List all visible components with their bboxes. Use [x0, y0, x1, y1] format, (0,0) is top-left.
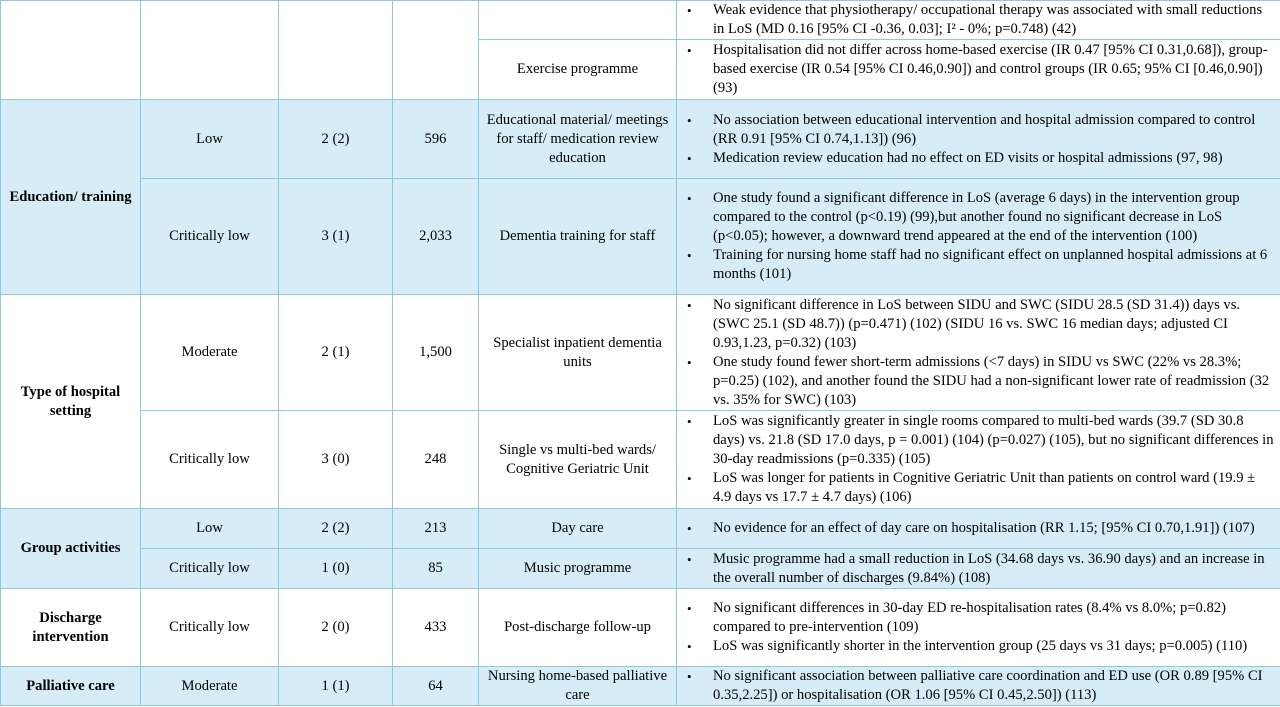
group-cell: Group activities — [1, 509, 141, 589]
finding-item: • One study found fewer short-term admissions (<7 days) in SIDU vs SWC (22% vs 28.3%; p=0.25) (102), and another found the SIDU had a non-significant lower rate of readmission (32 vs. 35% for SWC) (103) — [713, 353, 1276, 410]
participants-cell: 2,033 — [393, 179, 479, 295]
studies-cell: 2 (0) — [279, 589, 393, 667]
studies-cell: 2 (2) — [279, 100, 393, 179]
certainty-cell: Critically low — [141, 411, 279, 509]
finding-item: • LoS was longer for patients in Cognitive Geriatric Unit than patients on control ward (19.9 ± 4.9 days vs 17.7 ± 4.7 days) (106) — [713, 469, 1276, 507]
participants-cell: 64 — [393, 667, 479, 706]
certainty-cell — [141, 1, 279, 100]
finding-item: • No significant association between palliative care coordination and ED use (OR 0.89 [95% CI 0.35,2.25]) or hospitalisation (OR 1.06 [95% CI 0.45,2.50]) (113) — [713, 667, 1276, 705]
studies-cell: 3 (1) — [279, 179, 393, 295]
certainty-cell: Moderate — [141, 295, 279, 411]
participants-cell: 248 — [393, 411, 479, 509]
intervention-cell: Single vs multi-bed wards/ Cognitive Geriatric Unit — [479, 411, 677, 509]
finding-item: • Hospitalisation did not differ across home-based exercise (IR 0.47 [95% CI 0.31,0.68]), group-based exercise (IR 0.54 [95% CI 0.46,0.90]) and control groups (IR 0.65; 95% CI [0.46,0.90]) (93) — [713, 41, 1276, 98]
findings-cell — [677, 509, 1280, 549]
certainty-cell: Low — [141, 509, 279, 549]
findings-cell — [677, 411, 1280, 509]
studies-cell — [279, 1, 393, 100]
group-cell: Education/ training — [1, 100, 141, 295]
intervention-cell — [479, 1, 677, 40]
finding-item: • Medication review education had no effect on ED visits or hospital admissions (97, 98) — [713, 149, 1276, 168]
studies-cell: 2 (1) — [279, 295, 393, 411]
finding-item: • LoS was significantly greater in single rooms compared to multi-bed wards (39.7 (SD 30.8 days) vs. 21.8 (SD 17.0 days, p = 0.001) (104) (p=0.027) (105), but no significant differences in 30-day readmissions (p=0.335) (105) — [713, 412, 1276, 469]
finding-item: • One study found a significant difference in LoS (average 6 days) in the intervention group compared to the control (p<0.19) (99),but another found no significant decrease in LoS (p<0.05); however, a downward trend appeared at the end of the intervention (100) — [713, 189, 1276, 246]
table-row — [1, 295, 1280, 411]
certainty-cell: Critically low — [141, 589, 279, 667]
participants-cell: 433 — [393, 589, 479, 667]
findings-cell — [677, 295, 1280, 411]
participants-cell: 85 — [393, 549, 479, 589]
participants-cell: 213 — [393, 509, 479, 549]
participants-cell: 1,500 — [393, 295, 479, 411]
participants-cell: 596 — [393, 100, 479, 179]
intervention-cell: Specialist inpatient dementia units — [479, 295, 677, 411]
finding-item: • LoS was significantly shorter in the intervention group (25 days vs 31 days; p=0.005) (110) — [713, 637, 1276, 656]
finding-item: • Music programme had a small reduction in LoS (34.68 days vs. 36.90 days) and an increase in the overall number of discharges (9.84%) (108) — [713, 550, 1276, 588]
findings-cell — [677, 1, 1280, 40]
certainty-cell: Moderate — [141, 667, 279, 706]
intervention-cell: Educational material/ meetings for staff/ medication review education — [479, 100, 677, 179]
table-row — [1, 179, 1280, 295]
table-row — [1, 509, 1280, 549]
studies-cell: 1 (1) — [279, 667, 393, 706]
studies-cell: 1 (0) — [279, 549, 393, 589]
finding-item: • No significant difference in LoS between SIDU and SWC (SIDU 28.5 (SD 31.4)) days vs. (SWC 25.1 (SD 48.7)) (p=0.471) (102) (SIDU 16 vs. SWC 16 median days; adjusted CI 0.93,1.23, p=0.32) (103) — [713, 296, 1276, 353]
studies-cell: 2 (2) — [279, 509, 393, 549]
finding-item: • No evidence for an effect of day care on hospitalisation (RR 1.15; [95% CI 0.70,1.91]) (107) — [713, 519, 1276, 538]
findings-cell — [677, 549, 1280, 589]
finding-item: • Weak evidence that physiotherapy/ occupational therapy was associated with small reductions in LoS (MD 0.16 [95% CI -0.36, 0.03]; I² - 0%; p=0.748) (42) — [713, 1, 1276, 39]
group-cell: Type of hospital setting — [1, 295, 141, 509]
findings-cell — [677, 179, 1280, 295]
intervention-cell: Post-discharge follow-up — [479, 589, 677, 667]
finding-item: • No significant differences in 30-day ED re-hospitalisation rates (8.4% vs 8.0%; p=0.82) compared to pre-intervention (109) — [713, 599, 1276, 637]
certainty-cell: Critically low — [141, 179, 279, 295]
finding-item: • No association between educational intervention and hospital admission compared to control (RR 0.91 [95% CI 0.74,1.13]) (96) — [713, 111, 1276, 149]
finding-item: • Training for nursing home staff had no significant effect on unplanned hospital admissions at 6 months (101) — [713, 246, 1276, 284]
group-cell — [1, 1, 141, 100]
group-cell: Discharge intervention — [1, 589, 141, 667]
participants-cell — [393, 1, 479, 100]
intervention-cell: Exercise programme — [479, 40, 677, 100]
intervention-cell: Day care — [479, 509, 677, 549]
intervention-cell: Music programme — [479, 549, 677, 589]
findings-cell — [677, 40, 1280, 100]
table-row — [1, 411, 1280, 509]
certainty-cell: Critically low — [141, 549, 279, 589]
group-cell: Palliative care — [1, 667, 141, 706]
findings-cell — [677, 589, 1280, 667]
table-row — [1, 549, 1280, 589]
intervention-cell: Nursing home-based palliative care — [479, 667, 677, 706]
table-row — [1, 100, 1280, 179]
table-row — [1, 589, 1280, 667]
intervention-cell: Dementia training for staff — [479, 179, 677, 295]
findings-cell — [677, 100, 1280, 179]
studies-cell: 3 (0) — [279, 411, 393, 509]
certainty-cell: Low — [141, 100, 279, 179]
table-row — [1, 667, 1280, 706]
findings-cell — [677, 667, 1280, 706]
table-row — [1, 1, 1280, 40]
